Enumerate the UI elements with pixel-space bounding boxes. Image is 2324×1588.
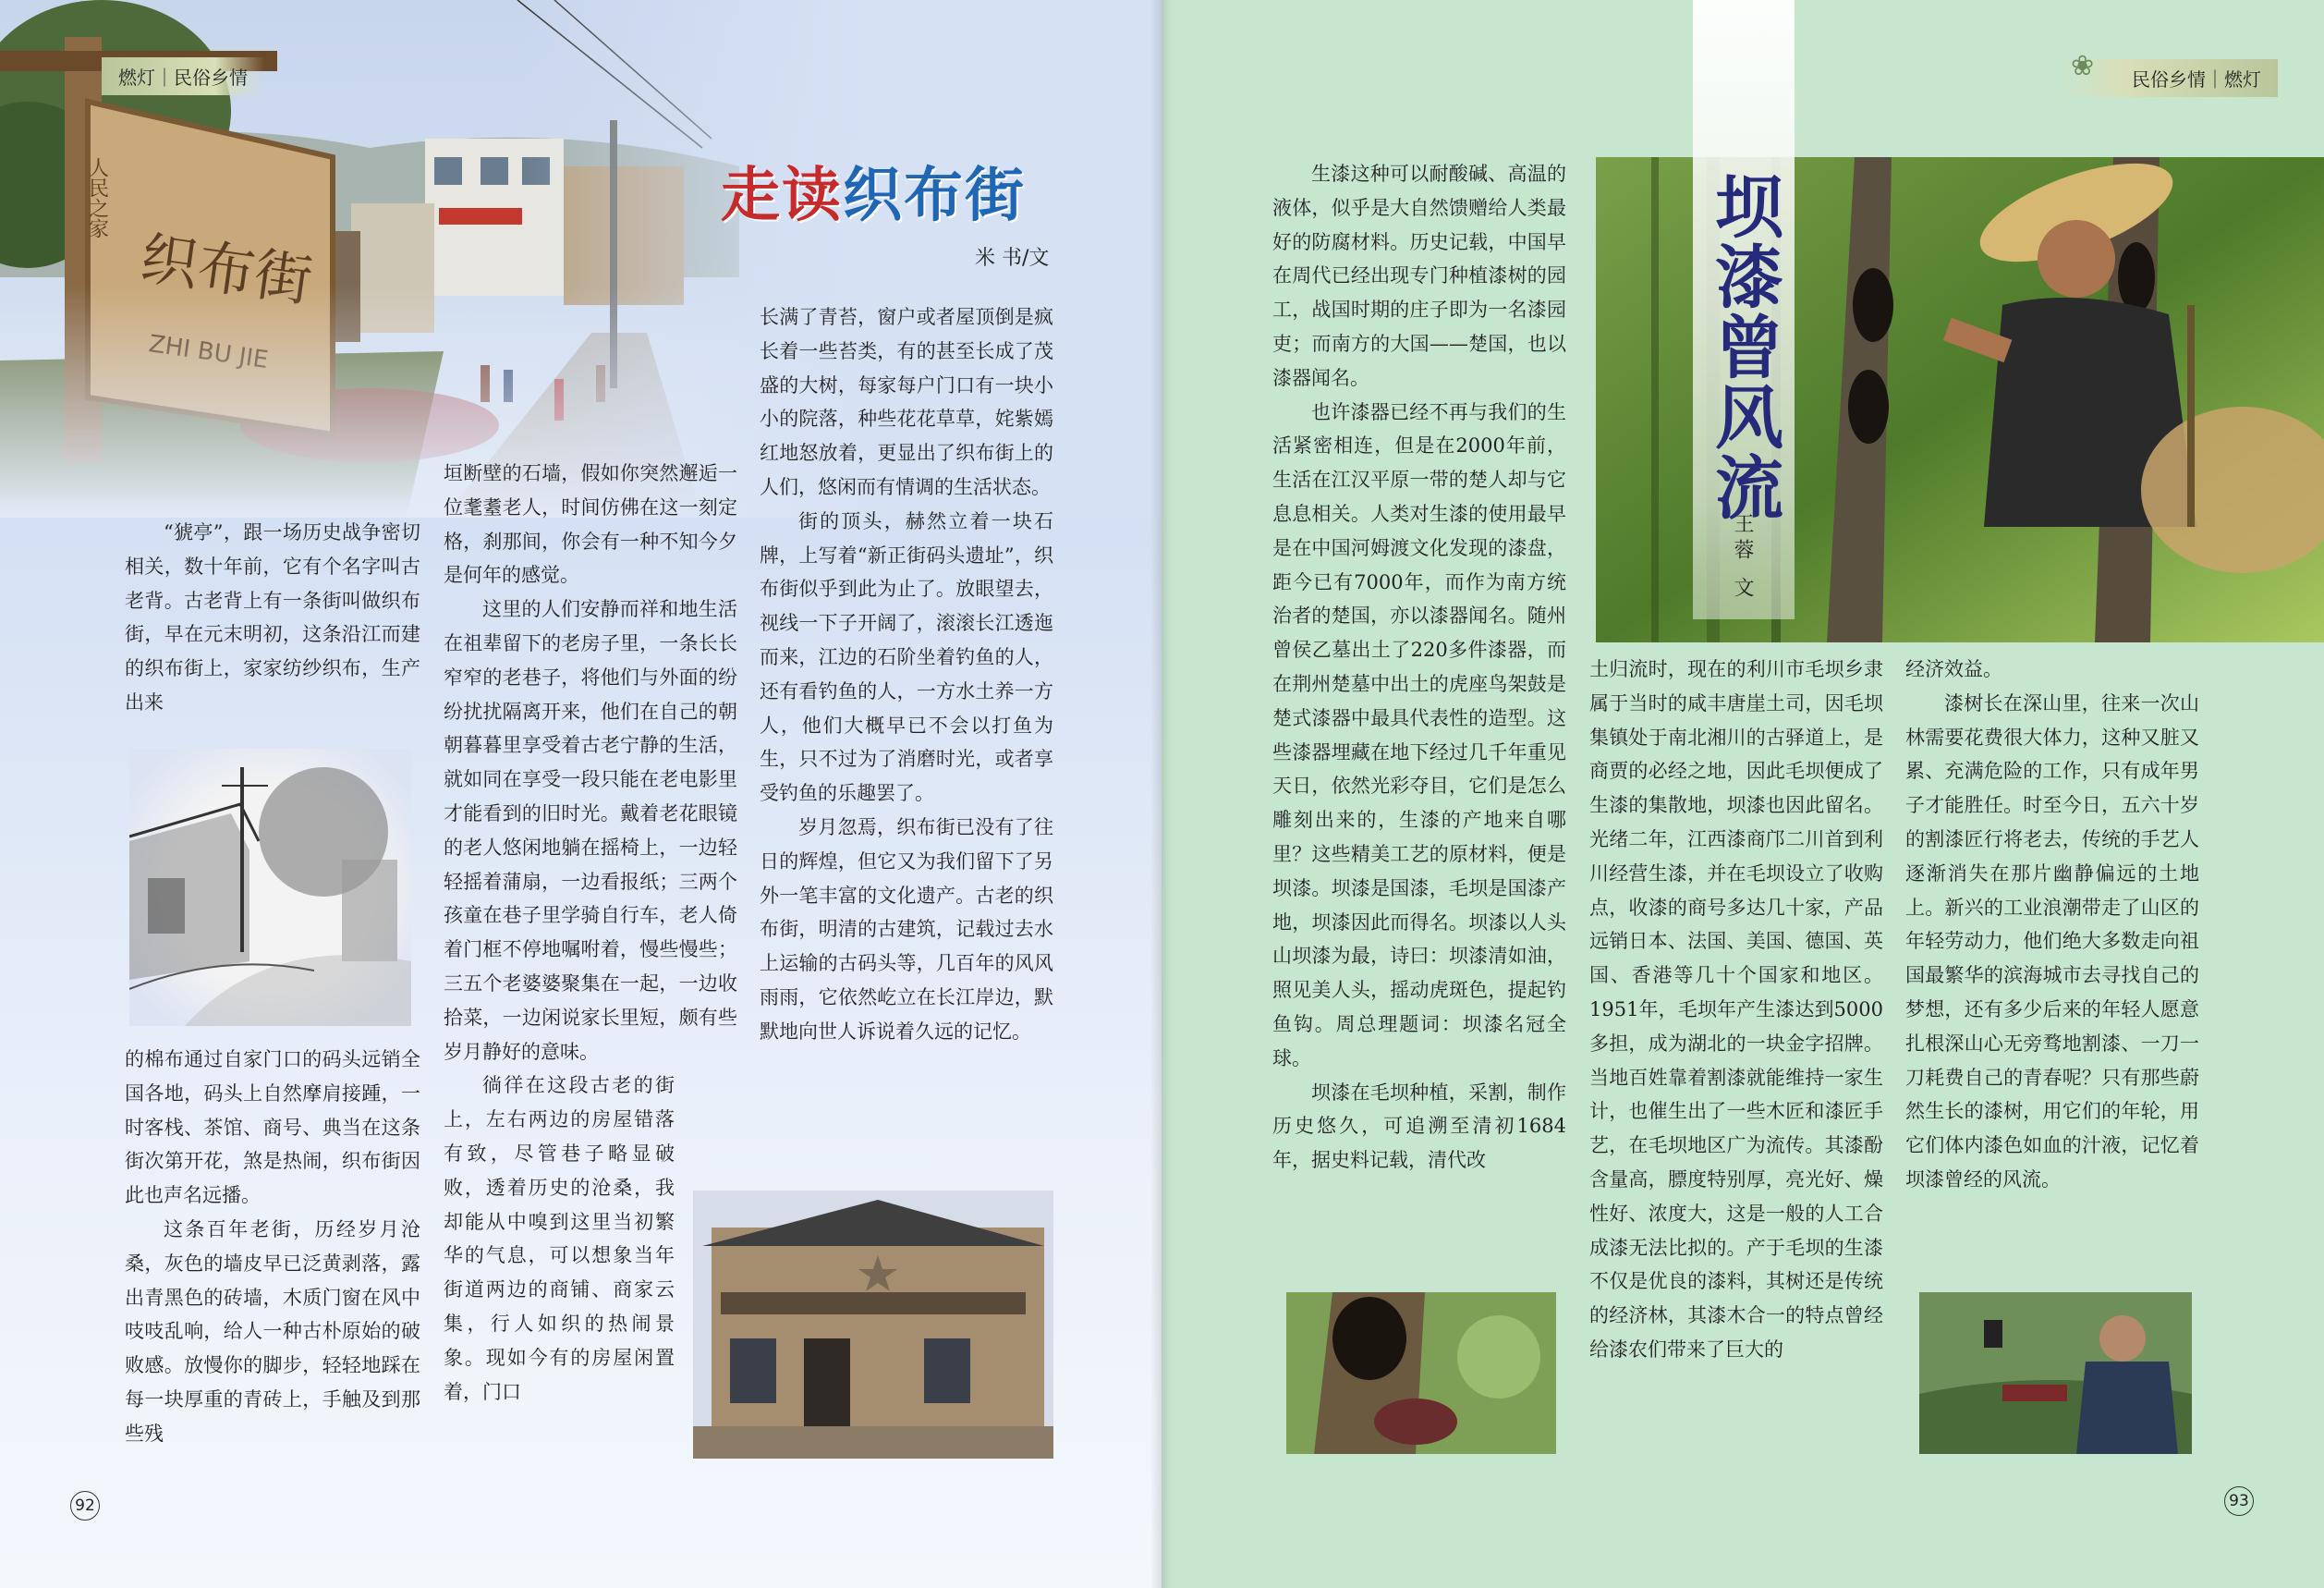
- right-col1-para3: 坝漆在毛坝种植，采割，制作历史悠久，可追溯至清初1684年，据史料记载，清代改: [1272, 1081, 1566, 1172]
- left-column-1-bottom: [125, 1043, 420, 1451]
- article-author-left: 米 书/文: [975, 247, 1050, 270]
- lacquer-bark-photo: [1277, 1283, 1565, 1463]
- right-col3-para2: 漆树长在深山里，往来一次山林需要花费很大体力，这种又脏又累、充满危险的工作，只有成年男子才能胜任。时至今日，五六十岁的割漆匠行将老去，传统的手艺人逐渐消失在那片幽静偏远的土地上。新兴的工业浪潮带走了山区的年轻劳动力，他们绝大多数走向祖国最繁华的滨海城市去寻找自己的梦想，还有多少后来的年轻人愿意扎根深山心无旁骛地割漆、一刀一刀耗费自己的青春呢？只有那些蔚然生长的漆树，用它们的年轮，用它们体内漆色如血的汁液，记忆着坝漆曾经的风流。: [1905, 691, 2199, 1191]
- street-sketch-image: [129, 749, 411, 1026]
- left-col2-para2: 这里的人们安静而祥和地生活在祖辈留下的老房子里，一条长长窄窄的老巷子，将他们与外面的纷纷扰扰隔离开来，他们在自己的朝朝暮暮里享受着古老宁静的生活，就如同在享受一段只能在老电影里才能看到的旧时光。戴着老花眼镜的老人悠闲地躺在摇椅上，一边轻轻摇着蒲扇，一边看报纸；三两个孩童在巷子里学骑自行车，老人倚着门框不停地嘱咐着，慢些慢些；三五个老婆婆聚集在一起，一边收拾菜，一边闲说家长里短，颇有些岁月静好的意味。: [444, 598, 737, 1063]
- lacquer-bark-illustration: [1277, 1283, 1565, 1463]
- left-col3-para2: 街的顶头，赫然立着一块石牌，上写着“新正街码头遗址”，织布街似乎到此为止了。放眼望去，视线一下子开阔了，滚滚长江透迤而来，江边的石阶坐着钓鱼的人，还有看钓鱼的人，一方水土养一方人，他们大概早已不会以打鱼为生，只不过为了消磨时光，或者享受钓鱼的乐趣罢了。: [760, 509, 1053, 805]
- right-col2-para1: 土归流时，现在的利川市毛坝乡隶属于当时的咸丰唐崖土司，因毛坝集镇处于南北湘川的古驿道上，是商贾的必经之地，因此毛坝便成了生漆的集散地，坝漆也因此留名。光绪二年，江西漆商邝二川首到利川经营生漆，并在毛坝设立了收购点，收漆的商号多达几十家，产品远销日本、法国、美国、德国、英国、香港等几十个国家和地区。1951年，毛坝年产生漆达到5000多担，成为湖北的一块金字招牌。当地百姓靠着割漆就能维持一家生计，也催生出了一些木匠和漆匠手艺，在毛坝地区广为流传。其漆酚含量高，膘度特别厚，亮光好、燥性好、浓度大，这是一般的人工合成漆无法比拟的。产于毛坝的生漆不仅是优良的漆料，其树还是传统的经济林，其漆木合一的特点曾经给漆农们带来了巨大的: [1589, 658, 1883, 1361]
- right-page: [1162, 0, 2324, 1588]
- article-author-right: [1728, 513, 1757, 603]
- section-tag-right: [2058, 50, 2278, 97]
- section-tag-right-text: 民俗乡情｜燃灯: [2132, 68, 2261, 91]
- left-col3-para1: 长满了青苔，窗户或者屋顶倒是疯长着一些苔类，有的甚至长成了茂盛的大树，每家每户门口有一块小小的院落，种些花花草草，姹紫嫣红地怒放着，更显出了织布街上的人们，悠闲而有情调的生活状态。: [760, 306, 1053, 498]
- pencil-sketch-illustration: [129, 749, 411, 1026]
- author-name-right: 王蓉: [1731, 513, 1754, 565]
- left-column-3: [760, 300, 1053, 1049]
- old-house-illustration: [693, 1191, 1053, 1459]
- left-col2-para1: 垣断壁的石墙，假如你突然邂逅一位耄耋老人，时间仿佛在这一刻定格，刹那间，你会有一种不知今夕是何年的感觉。: [444, 462, 737, 587]
- title-left-part1: 走读: [721, 162, 843, 230]
- left-col1-para2: 的棉布通过自家门口的码头远销全国各地，码头上自然摩肩接踵，一时客栈、茶馆、商号、典当在这条街次第开花，煞是热闹，织布街因此也声名远播。: [125, 1048, 420, 1207]
- article-title-right: [1693, 0, 1795, 619]
- author-suffix-right: 文: [1731, 577, 1754, 603]
- lacquer-worker-illustration: [1910, 1283, 2201, 1463]
- right-col1-para1: 生漆这种可以耐酸碱、高温的液体，似乎是大自然馈赠给人类最好的防腐材料。历史记载，中国早在周代已经出现专门种植漆树的园工，战国时期的庄子即为一名漆园吏；而南方的大国——楚国，也以漆器闻名。: [1272, 163, 1566, 389]
- page-number-right: 93: [2224, 1486, 2254, 1516]
- left-column-1-top: [125, 516, 420, 720]
- left-col1-para1: “猇亭”，跟一场历史战争密切相关，数十年前，它有个名字叫古老背。古老背上有一条街叫做织布街，早在元末明初，这条沿江而建的织布街上，家家纺纱织布，生产出来: [125, 521, 420, 714]
- right-column-2: [1589, 653, 1883, 1367]
- right-col1-para2: 也许漆器已经不再与我们的生活紧密相连，但是在2000年前，生活在江汉平原一带的楚人却与它息息相关。人类对生漆的使用最早是在中国河姆渡文化发现的漆盘，距今已有7000年，而作为南方统治者的楚国，亦以漆器闻名。随州曾侯乙墓出土了220多件漆器，而在荆州楚墓中出土的虎座鸟架鼓是楚式漆器中最具代表性的造型。这些漆器埋藏在地下经过几千年重见天日，依然光彩夺目，它们是怎么雕刻出来的，生漆的产地来自哪里？这些精美工艺的原材料，便是坝漆。坝漆是国漆，毛坝是国漆产地，坝漆因此而得名。坝漆以人头山坝漆为最，诗曰：坝漆清如油，照见美人头，摇动虎斑色，提起钓鱼钩。周总理题词：坝漆名冠全球。: [1272, 400, 1566, 1069]
- left-col2-para3: 徜徉在这段古老的街上，左右两边的房屋错落有致，尽管巷子略显破败，透着历史的沧桑，我却能从中嗅到这里当初繁华的气息，可以想象当年街道两边的商铺、商家云集，行人如织的热闹景象。现如今有的房屋闲置着，门口: [444, 1074, 675, 1403]
- right-column-1: [1272, 157, 1566, 1178]
- right-column-3: [1905, 653, 2199, 1197]
- lacquer-worker-photo: [1910, 1283, 2201, 1463]
- left-col2-narrow-wrap: [444, 1069, 675, 1409]
- section-tag-left: [102, 57, 264, 95]
- lotus-icon: ❀: [2071, 50, 2095, 82]
- left-col1-para3: 这条百年老街，历经岁月沧桑，灰色的墙皮早已泛黄剥落，露出青黑色的砖墙，木质门窗在风中吱吱乱响，给人一种古朴原始的破败感。放慢你的脚步，轻轻地踩在每一块厚重的青砖上，手触及到那些残: [125, 1217, 420, 1445]
- old-house-photo: [693, 1191, 1053, 1459]
- page-number-left: 92: [70, 1491, 100, 1521]
- article-title-right-text: 坝漆曾风流: [1704, 171, 1783, 522]
- section-tag-left-text: 燃灯｜民俗乡情: [118, 67, 248, 89]
- right-col3-para1: 经济效益。: [1905, 658, 2002, 680]
- page-gutter: [1150, 0, 1173, 1588]
- title-left-part2: 织布街: [843, 162, 1026, 230]
- article-title-left: [721, 148, 1026, 233]
- left-col3-para3: 岁月忽焉，织布街已没有了往日的辉煌，但它又为我们留下了另外一笔丰富的文化遗产。古老的织布街，明清的古建筑，记载过去水上运输的古码头等，几百年的风风雨雨，它依然屹立在长江岸边，默默地向世人诉说着久远的记忆。: [760, 815, 1053, 1043]
